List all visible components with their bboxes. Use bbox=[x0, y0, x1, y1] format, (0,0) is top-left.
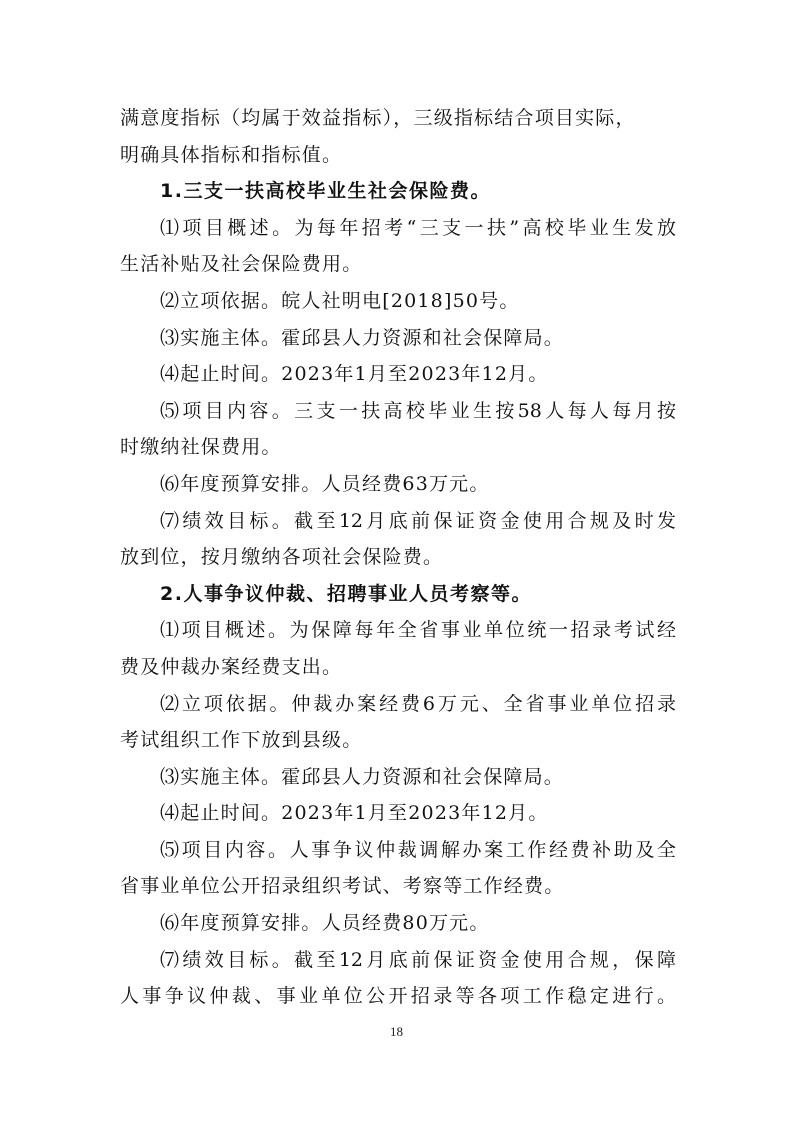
paragraph-line: ⑹年度预算安排。人员经费63万元。 bbox=[160, 472, 490, 495]
paragraph-line: 时缴纳社保费用。 bbox=[120, 436, 282, 459]
paragraph-line: 省事业单位公开招录组织考试、考察等工作经费。 bbox=[120, 875, 565, 898]
paragraph-line: 满意度指标（均属于效益指标），三级指标结合项目实际， bbox=[120, 107, 636, 129]
paragraph-line: 明确具体指标和指标值。 bbox=[120, 143, 343, 166]
paragraph-line: 人事争议仲裁、事业单位公开招录等各项工作稳定进行。 bbox=[120, 985, 676, 1008]
document-body bbox=[120, 100, 676, 1015]
paragraph-line: ⑶实施主体。霍邱县人力资源和社会保障局。 bbox=[160, 326, 565, 349]
paragraph-line: ⑹年度预算安排。人员经费80万元。 bbox=[160, 912, 490, 935]
section-heading-1: 1.三支一扶高校毕业生社会保险费。 bbox=[160, 180, 491, 203]
paragraph-line: ⑸项目内容。人事争议仲裁调解办案工作经费补助及全 bbox=[160, 838, 676, 861]
paragraph-line: 费及仲裁办案经费支出。 bbox=[120, 655, 343, 678]
paragraph-line: ⑷起止时间。2023年1月至2023年12月。 bbox=[160, 802, 549, 825]
paragraph-line: ⑺绩效目标。截至12月底前保证资金使用合规，保障 bbox=[160, 948, 676, 971]
paragraph-line: ⑸项目内容。三支一扶高校毕业生按58人每人每月按 bbox=[160, 399, 676, 422]
paragraph-line: ⑶实施主体。霍邱县人力资源和社会保障局。 bbox=[160, 765, 565, 788]
paragraph-line: ⑵立项依据。皖人社明电[2018]50号。 bbox=[160, 289, 520, 312]
paragraph-line: ⑴项目概述。为保障每年全省事业单位统一招录考试经 bbox=[160, 619, 676, 642]
paragraph-line: ⑺绩效目标。截至12月底前保证资金使用合规及时发 bbox=[160, 509, 676, 532]
paragraph-line: 放到位，按月缴纳各项社会保险费。 bbox=[120, 546, 444, 569]
section-heading-2: 2.人事争议仲裁、招聘事业人员考察等。 bbox=[160, 582, 532, 605]
paragraph-line: ⑷起止时间。2023年1月至2023年12月。 bbox=[160, 363, 549, 386]
paragraph-line: ⑵立项依据。仲裁办案经费6万元、全省事业单位招录 bbox=[160, 692, 676, 715]
paragraph-line: 生活补贴及社会保险费用。 bbox=[120, 253, 363, 276]
page-number: 18 bbox=[390, 1024, 403, 1039]
paragraph-line: ⑴项目概述。为每年招考“三支一扶”高校毕业生发放 bbox=[160, 216, 676, 239]
paragraph-line: 考试组织工作下放到县级。 bbox=[120, 729, 363, 752]
